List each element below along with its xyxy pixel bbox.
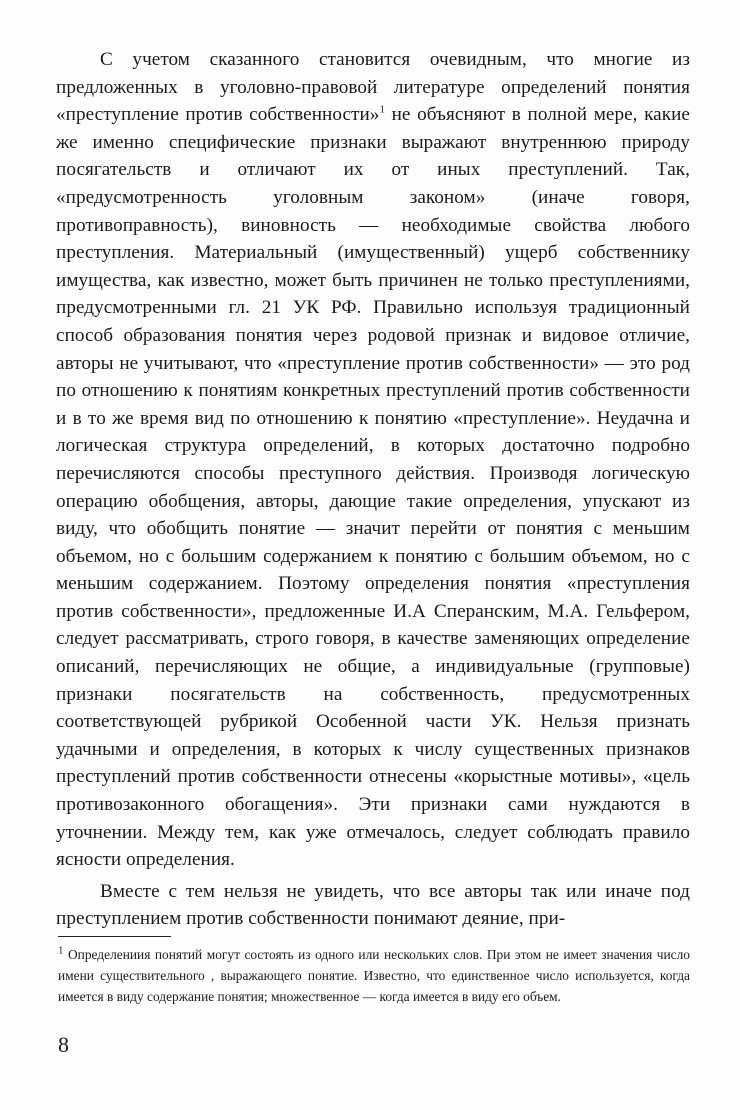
page-number: 8 (58, 1032, 69, 1057)
paragraph-1-rest: не объясняют в полной мере, какие же именно специфические признаки выражают внутреннюю природу посягательств и отличают их от иных преступлений. Так, «предусмотренность уголовным законом» (иначе говоря, противоправность), виновность — необходимые свойства любого преступления. Материальный (имущественный) ущерб собственнику имущества, как известно, может быть причинен не только преступлениями, предусмотренными гл. 21 УК РФ. Правильно используя традиционный способ образования понятия через родовой признак и видовое отличие, авторы не учитывают, что «преступление против собственности» — это род по отношению к понятиям конкретных преступлений против собственности и в то же время вид по отношению к понятию «преступление». Неудачна и логическая структура определений, в которых достаточно подробно перечисляются способы преступного действия. Производя логическую операцию обобщения, авторы, дающие такие определения, упускают из виду, что обобщить понятие — значит перейти от понятия с меньшим объемом, но с большим содержанием к понятию с большим объемом, но с меньшим содержанием. Поэтому определения понятия «преступления против собственности», предложенные И.А Сперанским, М.А. Гельфером, следует рассматривать, строго говоря, в качестве заменяющих определение описаний, перечисляющих не общие, а индивидуальные (групповые) признаки посягательств на собственность, предусмотренных соответствующей рубрикой Особенной части УК. Нельзя признать удачными и определения, в которых к числу существенных признаков преступлений против собственности отнесены «корыстные мотивы», «цель противозаконного обогащения». Эти признаки сами нуждаются в уточнении. Между тем, как уже отмечалось, следует соблюдать правило ясности определения. (56, 104, 690, 871)
footnote-reference: 1 (379, 103, 386, 116)
paragraph-1 (56, 46, 690, 874)
footnote-divider (58, 936, 171, 937)
footnote (58, 944, 690, 1007)
main-text (56, 46, 690, 933)
footnote-text: Определениия понятий могут состоять из одного или нескольких слов. При этом не имеет значения число имени существительного , выражающего понятие. Известно, что единственное число используется, когда имеется в виду содержание понятия; множественное — когда имеется в виду его объем. (58, 947, 690, 1004)
paragraph-2: Вместе с тем нельзя не увидеть, что все авторы так или иначе под преступлением против собственности понимают деяние, при- (56, 880, 690, 930)
footnote-marker: 1 (58, 944, 64, 957)
paragraph-1-start: С учетом сказанного становится очевидным, что многие из предложенных в уголовно-правовой литературе определений понятия «преступление против собственности» (56, 49, 690, 126)
